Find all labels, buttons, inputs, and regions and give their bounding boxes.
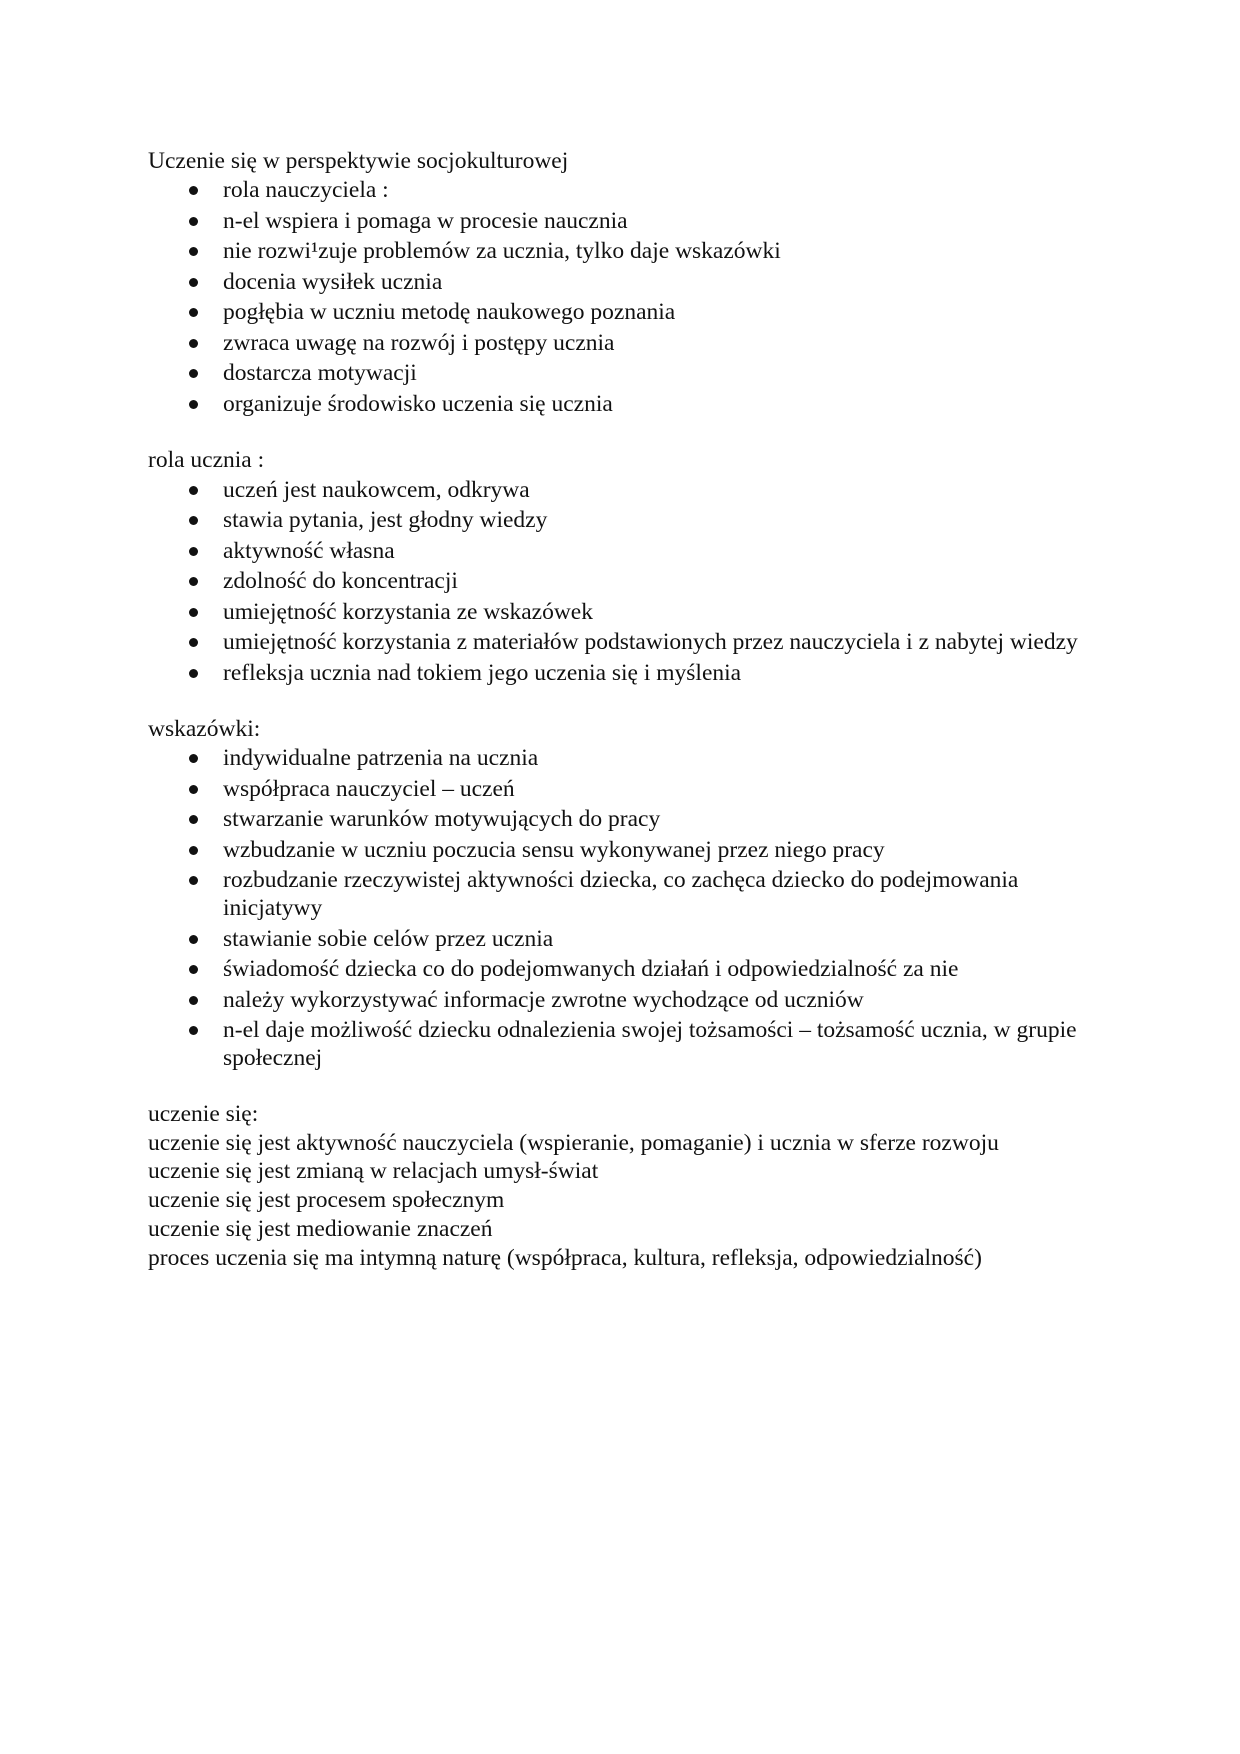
hints-list xyxy=(148,744,1088,1072)
list-item xyxy=(148,805,1088,833)
list-item xyxy=(148,329,1088,357)
list-item-text: zdolność do koncentracji xyxy=(223,568,458,595)
list-item xyxy=(148,268,1088,296)
student-role-heading: rola ucznia : xyxy=(148,447,265,474)
bullet-icon xyxy=(189,369,198,378)
list-item xyxy=(148,866,1088,922)
bullet-icon xyxy=(189,965,198,974)
list-item-text: indywidualne patrzenia na ucznia xyxy=(223,745,539,772)
list-item xyxy=(148,744,1088,772)
list-item-text: stawia pytania, jest głodny wiedzy xyxy=(223,507,548,534)
list-item-text: wzbudzanie w uczniu poczucia sensu wykonywanej przez niego pracy xyxy=(223,836,885,863)
bullet-icon xyxy=(189,996,198,1005)
list-item-text: współpraca nauczyciel – uczeń xyxy=(223,775,515,802)
list-item-text: refleksja ucznia nad tokiem jego uczenia się i myślenia xyxy=(223,659,742,686)
list-item-text: rozbudzanie rzeczywistej aktywności dziecka, co zachęca dziecko do podejmowania inicjatywy xyxy=(223,867,1019,922)
list-item-text: zwraca uwagę na rozwój i postępy ucznia xyxy=(223,329,615,356)
list-item-text: aktywność własna xyxy=(223,537,395,564)
list-item-text: n-el wspiera i pomaga w procesie naucznia xyxy=(223,207,628,234)
teacher-role-list xyxy=(148,176,1088,418)
list-item xyxy=(148,659,1088,687)
list-item-text: n-el daje możliwość dziecku odnalezienia swojej tożsamości – tożsamość ucznia, w grupie społecznej xyxy=(223,1017,1077,1072)
bullet-icon xyxy=(189,815,198,824)
section-spacer xyxy=(148,420,1088,445)
bullet-icon xyxy=(189,876,198,885)
list-item xyxy=(148,836,1088,864)
list-item xyxy=(148,207,1088,235)
list-item xyxy=(148,628,1088,656)
bullet-icon xyxy=(189,339,198,348)
hints-heading: wskazówki: xyxy=(148,716,261,743)
document-page xyxy=(148,146,1088,1273)
learning-line: uczenie się jest zmianą w relacjach umysł-świat xyxy=(148,1158,599,1185)
list-item xyxy=(148,390,1088,418)
list-item xyxy=(148,1016,1088,1072)
learning-line: uczenie się jest mediowanie znaczeń xyxy=(148,1216,493,1243)
list-item xyxy=(148,567,1088,595)
learning-line: proces uczenia się ma intymną naturę (współpraca, kultura, refleksja, odpowiedzialność) xyxy=(148,1244,982,1271)
learning-heading: uczenie się: xyxy=(148,1100,259,1127)
bullet-icon xyxy=(189,278,198,287)
list-item-text: nie rozwi¹zuje problemów za ucznia, tylko daje wskazówki xyxy=(223,238,781,265)
list-item-text: umiejętność korzystania z materiałów podstawionych przez nauczyciela i z nabytej wiedzy xyxy=(223,629,1078,656)
list-item xyxy=(148,359,1088,387)
list-item-text: świadomość dziecka co do podejomwanych działań i odpowiedzialność za nie xyxy=(223,956,959,983)
bullet-icon xyxy=(189,754,198,763)
list-item-text: pogłębia w uczniu metodę naukowego poznania xyxy=(223,299,676,326)
bullet-icon xyxy=(189,846,198,855)
list-item xyxy=(148,506,1088,534)
list-item xyxy=(148,925,1088,953)
list-item xyxy=(148,775,1088,803)
bullet-icon xyxy=(189,785,198,794)
bullet-icon xyxy=(189,1026,198,1035)
list-item-text: docenia wysiłek ucznia xyxy=(223,268,443,295)
list-item xyxy=(148,598,1088,626)
bullet-icon xyxy=(189,608,198,617)
list-item-text: rola nauczyciela : xyxy=(223,177,389,204)
list-item xyxy=(148,955,1088,983)
list-item-text: umiejętność korzystania ze wskazówek xyxy=(223,598,593,625)
bullet-icon xyxy=(189,400,198,409)
list-item xyxy=(148,176,1088,204)
learning-line: uczenie się jest aktywność nauczyciela (wspieranie, pomaganie) i ucznia w sferze rozwoju xyxy=(148,1129,999,1156)
list-item-text: należy wykorzystywać informacje zwrotne wychodzące od uczniów xyxy=(223,986,864,1013)
section-spacer xyxy=(148,689,1088,714)
bullet-icon xyxy=(189,486,198,495)
bullet-icon xyxy=(189,217,198,226)
list-item-text: uczeń jest naukowcem, odkrywa xyxy=(223,476,530,503)
list-item-text: stwarzanie warunków motywujących do pracy xyxy=(223,806,661,833)
bullet-icon xyxy=(189,516,198,525)
list-item-text: stawianie sobie celów przez ucznia xyxy=(223,925,554,952)
list-item xyxy=(148,537,1088,565)
bullet-icon xyxy=(189,308,198,317)
list-item xyxy=(148,476,1088,504)
bullet-icon xyxy=(189,669,198,678)
list-item-text: organizuje środowisko uczenia się ucznia xyxy=(223,390,613,417)
student-role-list xyxy=(148,476,1088,687)
bullet-icon xyxy=(189,186,198,195)
list-item-text: dostarcza motywacji xyxy=(223,360,417,387)
bullet-icon xyxy=(189,935,198,944)
bullet-icon xyxy=(189,247,198,256)
bullet-icon xyxy=(189,638,198,647)
bullet-icon xyxy=(189,577,198,586)
list-item xyxy=(148,298,1088,326)
document-title: Uczenie się w perspektywie socjokulturowej xyxy=(148,148,569,174)
list-item xyxy=(148,986,1088,1014)
bullet-icon xyxy=(189,547,198,556)
list-item xyxy=(148,237,1088,265)
section-spacer xyxy=(148,1075,1088,1100)
learning-line: uczenie się jest procesem społecznym xyxy=(148,1187,505,1214)
